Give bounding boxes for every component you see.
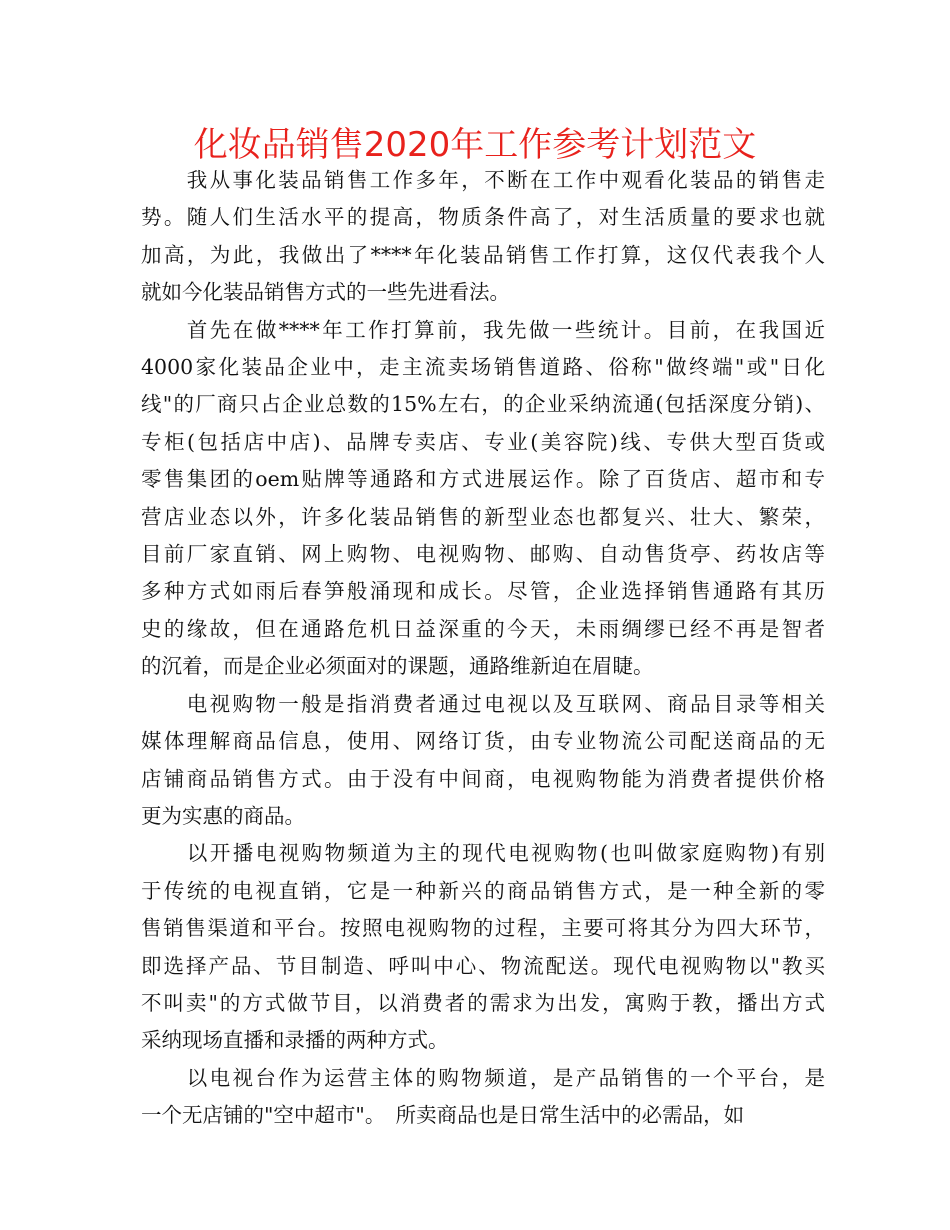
paragraph (141, 835, 825, 1059)
text-line: 零售集团的oem贴牌等通路和方式进展运作。除了百货店、超市和专 (141, 467, 825, 492)
text-line: 售销售渠道和平台。按照电视购物的过程，主要可将其分为四大环节， (141, 916, 825, 941)
text-line: 我从事化装品销售工作多年，不断在工作中观看化装品的销售走 (141, 168, 825, 192)
document-title: 化妆品销售2020年工作参考计划范文 (193, 125, 757, 165)
text-line: 目前厂家直销、网上购物、电视购物、邮购、自动售货亭、药妆店等 (141, 542, 825, 567)
text-line: 专柜(包括店中店)、品牌专卖店、专业(美容院)线、专供大型百货或 (141, 429, 825, 454)
text-line: 即选择产品、节目制造、呼叫中心、物流配送。现代电视购物以"教买 (141, 953, 825, 978)
text-line: 多种方式如雨后春笋般涌现和成长。尽管，企业选择销售通路有其历 (141, 579, 825, 604)
text-line: 店铺商品销售方式。由于没有中间商，电视购物能为消费者提供价格 (141, 766, 825, 791)
text-line: 史的缘故，但在通路危机日益深重的今天，未雨绸缪已经不再是智者 (141, 616, 825, 641)
text-line: 首先在做****年工作打算前，我先做一些统计。目前，在我国近 (141, 317, 825, 342)
text-line: 势。随人们生活水平的提高，物质条件高了，对生活质量的要求也就 (141, 205, 825, 230)
text-line: 以开播电视购物频道为主的现代电视购物(也叫做家庭购物)有别 (141, 841, 825, 866)
paragraph (141, 162, 825, 312)
text-line: 采纳现场直播和录播的两种方式。 (141, 1028, 449, 1053)
text-line: 就如今化装品销售方式的一些先进看法。 (141, 280, 510, 305)
text-line: 加高，为此，我做出了****年化装品销售工作打算，这仅代表我个人 (141, 242, 825, 267)
paragraph (141, 686, 825, 836)
text-line: 一个无店铺的"空中超市"。 所卖商品也是日常生活中的必需品，如 (141, 1103, 745, 1128)
text-line: 以电视台作为运营主体的购物频道，是产品销售的一个平台，是 (141, 1065, 825, 1090)
text-line: 于传统的电视直销，它是一种新兴的商品销售方式，是一种全新的零 (141, 878, 825, 903)
text-line: 不叫卖"的方式做节目，以消费者的需求为出发，寓购于教，播出方式 (141, 990, 825, 1015)
text-line: 营店业态以外，许多化装品销售的新型业态也都复兴、壮大、繁荣， (141, 504, 825, 529)
paragraph (141, 312, 825, 686)
paragraph (141, 1060, 825, 1135)
text-line: 线"的厂商只占企业总数的15%左右，的企业采纳流通(包括深度分销)、 (141, 392, 825, 417)
text-line: 电视购物一般是指消费者通过电视以及互联网、商品目录等相关 (141, 691, 825, 716)
text-line: 4000家化装品企业中，走主流卖场销售道路、俗称"做终端"或"日化 (141, 355, 825, 380)
text-line: 更为实惠的商品。 (141, 803, 305, 828)
text-line: 的沉着，而是企业必须面对的课题，通路维新迫在眉睫。 (141, 654, 654, 679)
document-body (141, 162, 825, 1135)
text-line: 媒体理解商品信息，使用、网络订货，由专业物流公司配送商品的无 (141, 729, 825, 754)
